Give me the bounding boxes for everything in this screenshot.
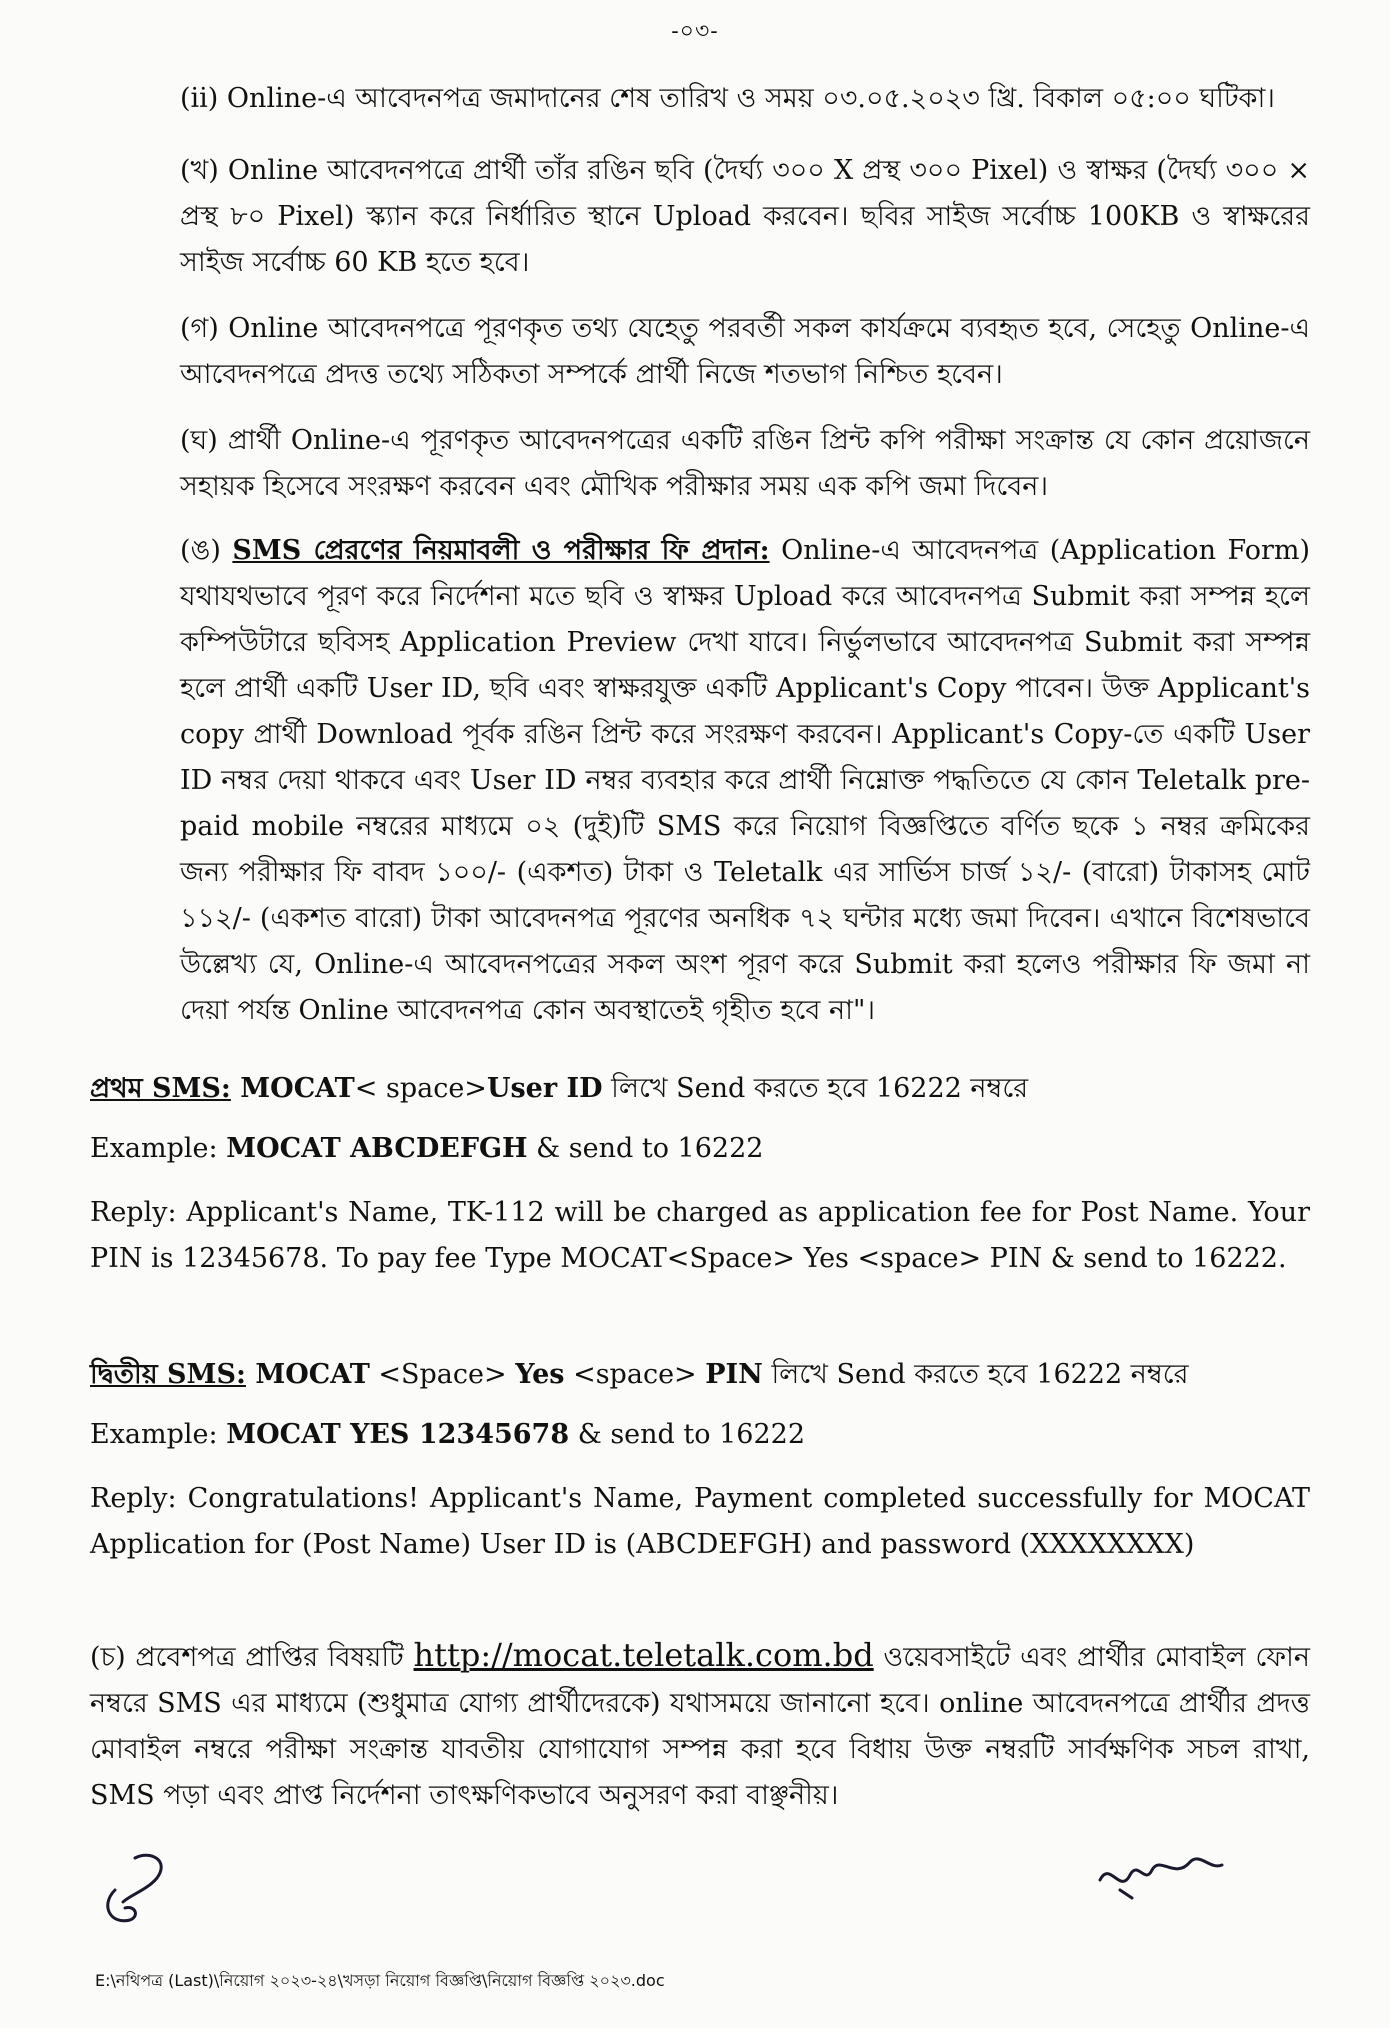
sms2-label: দ্বিতীয় SMS: (90, 1359, 246, 1390)
sms2-yes: Yes (515, 1359, 565, 1390)
para-ga: (গ) Online আবেদনপত্রে পূরণকৃত তথ্য যেহেতু পরবর্তী সকল কার্যক্রমে ব্যবহৃত হবে, সেহেতু Online-এ আবেদনপত্রে প্রদত্ত তথ্যে সঠিকতা সম্পর্কে প্রার্থী নিজে শতভাগ নিশ্চিত হবেন। (180, 313, 1310, 390)
sms-rules-heading: SMS প্রেরণের নিয়মাবলী ও পরীক্ষার ফি প্রদান: (232, 535, 770, 566)
teletalk-url-link[interactable]: http://mocat.teletalk.com.bd (413, 1636, 874, 1674)
sms1-userid: User ID (486, 1073, 603, 1104)
sms1-example: Example: MOCAT ABCDEFGH & send to 16222 (90, 1133, 764, 1164)
sms1-space: < space> (354, 1073, 487, 1104)
sms2-pin: PIN (705, 1359, 763, 1390)
para-kha: (খ) Online আবেদনপত্রে প্রার্থী তাঁর রঙিন ছবি (দৈর্ঘ্য ৩০০ X প্রস্থ ৩০০ Pixel) ও স্বাক্ষর (দৈর্ঘ্য ৩০০ × প্রস্থ ৮০ Pixel) স্ক্যান করে নির্ধারিত স্থানে Upload করবেন। ছবির সাইজ সর্বোচ্চ 100KB ও স্বাক্ষরের সাইজ সর্বোচ্চ 60 KB হতে হবে। (180, 155, 1310, 278)
sms2-instruction: দ্বিতীয় SMS: MOCAT <Space> Yes <space> PIN লিখে Send করতে হবে 16222 নম্বরে (90, 1359, 1189, 1390)
sms2-example: Example: MOCAT YES 12345678 & send to 16222 (90, 1419, 805, 1450)
sms2-example-cmd: MOCAT YES 12345678 (226, 1419, 570, 1450)
signature-left-icon (95, 1850, 185, 1930)
sms1-tail: লিখে Send করতে হবে 16222 নম্বরে (602, 1073, 1029, 1104)
sms1-example-cmd: MOCAT ABCDEFGH (226, 1133, 528, 1164)
sms2-cmd: MOCAT (245, 1359, 370, 1390)
page-number: -০৩- (671, 19, 719, 44)
para-gha: (ঘ) প্রার্থী Online-এ পূরণকৃত আবেদনপত্রের একটি রঙিন প্রিন্ট কপি পরীক্ষা সংক্রান্ত যে কোন প্রয়োজনে সহায়ক হিসেবে সংরক্ষণ করবেন এবং মৌখিক পরীক্ষার সময় এক কপি জমা দিবেন। (180, 425, 1310, 502)
para-uma-prefix: (ঙ) (180, 535, 233, 566)
sms2-reply: Reply: Congratulations! Applicant's Name, Payment completed successfully for MOCAT Application for (Post Name) User ID is (ABCDEFGH) and password (XXXXXXXX) (90, 1483, 1310, 1560)
para-ii: (ii) Online-এ আবেদনপত্র জমাদানের শেষ তারিখ ও সময় ০৩.০৫.২০২৩ খ্রি. বিকাল ০৫:০০ ঘটিকা। (180, 83, 1275, 114)
sms1-reply: Reply: Applicant's Name, TK-112 will be charged as application fee for Post Name. Your PIN is 12345678. To pay fee Type MOCAT<Space> Yes <space> PIN & send to 16222. (90, 1197, 1310, 1274)
sms1-label: প্রথম SMS: (90, 1073, 231, 1104)
file-path-footer: E:\নথিপত্র (Last)\নিয়োগ ২০২৩-২৪\খসড়া নিয়োগ বিজ্ঞপ্তি\নিয়োগ বিজ্ঞপ্তি ২০২৩.doc (95, 1971, 665, 1990)
sms1-cmd: MOCAT (230, 1073, 355, 1104)
para-uma-body: Online-এ আবেদনপত্র (Application Form) যথাযথভাবে পূরণ করে নির্দেশনা মতে ছবি ও স্বাক্ষর Upload করে আবেদনপত্র Submit করা সম্পন্ন হলে কম্পিউটারে ছবিসহ Application Preview দেখা যাবে। নির্ভুলভাবে আবেদনপত্র Submit করা সম্পন্ন হলে প্রার্থী একটি User ID, ছবি এবং স্বাক্ষরযুক্ত একটি Applicant's Copy পাবেন। উক্ত Applicant's copy প্রার্থী Download পূর্বক রঙিন প্রিন্ট করে সংরক্ষণ করবেন। Applicant's Copy-তে একটি User ID নম্বর দেয়া থাকবে এবং User ID নম্বর ব্যবহার করে প্রার্থী নিম্নোক্ত পদ্ধতিতে যে কোন Teletalk pre-paid mobile নম্বরের মাধ্যমে ০২ (দুই)টি SMS করে নিয়োগ বিজ্ঞপ্তিতে বর্ণিত ছকে ১ নম্বর ক্রমিকের জন্য পরীক্ষার ফি বাবদ ১০০/- (একশত) টাকা ও Teletalk এর সার্ভিস চার্জ ১২/- (বারো) টাকাসহ মোট ১১২/- (একশত বারো) টাকা আবেদনপত্র পূরণের অনধিক ৭২ ঘন্টার মধ্যে জমা দিবেন। এখানে বিশেষভাবে উল্লেখ্য যে, Online-এ আবেদনপত্রের সকল অংশ পূরণ করে Submit করা হলেও পরীক্ষার ফি জমা না দেয়া পর্যন্ত Online আবেদনপত্র কোন অবস্থাতেই গৃহীত হবে না"। (180, 535, 1311, 1026)
para-uma (180, 528, 1310, 1034)
signature-right-icon (1090, 1840, 1230, 1910)
para-cha: (চ) প্রবেশপত্র প্রাপ্তির বিষয়টি http://mocat.teletalk.com.bd ওয়েবসাইটে এবং প্রার্থীর মোবাইল ফোন নম্বরে SMS এর মাধ্যমে (শুধুমাত্র যোগ্য প্রার্থীদেরকে) যথাসময়ে জানানো হবে। online আবেদনপত্রে প্রার্থীর প্রদত্ত মোবাইল নম্বরে পরীক্ষা সংক্রান্ত যাবতীয় যোগাযোগ সম্পন্ন করা হবে বিধায় উক্ত নম্বরটি সার্বক্ষণিক সচল রাখা, SMS পড়া এবং প্রাপ্ত নির্দেশনা তাৎক্ষণিকভাবে অনুসরণ করা বাঞ্ছনীয়। (90, 1636, 1310, 1811)
sms1-instruction (90, 1066, 1310, 1112)
